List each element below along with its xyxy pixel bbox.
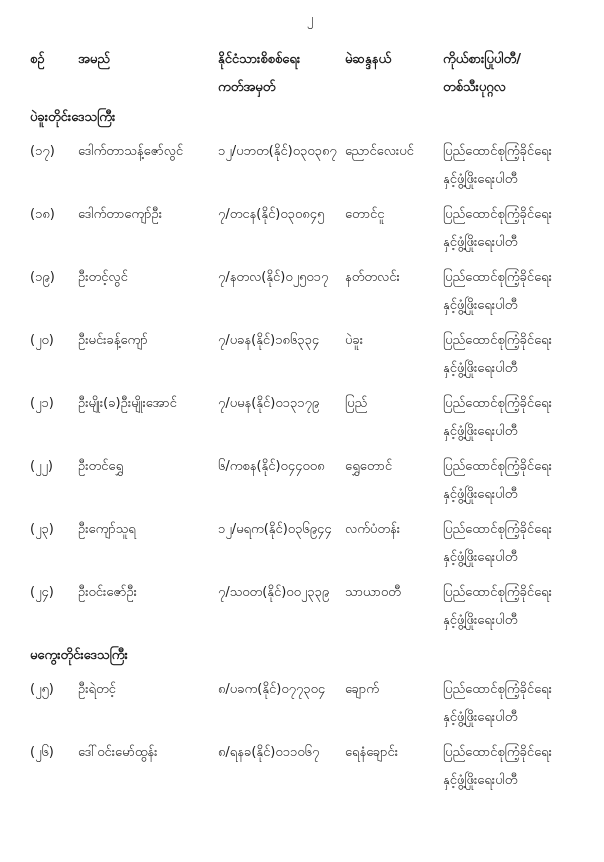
row-party-line2: နှင့်ဖွံ့ဖြိုးရေးပါတီ <box>443 424 518 439</box>
table-row <box>30 579 590 635</box>
row-party-line1: ပြည်ထောင်စုကြံ့ခိုင်ရေး <box>443 522 552 537</box>
row-constituency: လက်ပံတန်း <box>345 522 401 537</box>
row-name: ဒေါ်ဝင်းမော်ထွန်း <box>78 745 158 760</box>
row-party-line1: ပြည်ထောင်စုကြံ့ခိုင်ရေး <box>443 396 552 411</box>
row-party-line2: နှင့်ဖွံ့ဖြိုးရေးပါတီ <box>443 235 518 250</box>
row-party-line2: နှင့်ဖွံ့ဖြိုးရေးပါတီ <box>443 550 518 565</box>
row-party <box>443 579 590 635</box>
table-body <box>30 104 590 795</box>
header-party-line1: ကိုယ်စားပြုပါတီ/ <box>443 52 521 67</box>
row-party <box>443 676 590 732</box>
header-no: စဉ် <box>30 52 45 67</box>
table-row <box>30 516 590 572</box>
row-constituency: နတ်တလင်း <box>345 270 400 285</box>
row-party-line1: ပြည်ထောင်စုကြံ့ခိုင်ရေး <box>443 585 552 600</box>
row-nrc: ၇/ပခန(နိုင်)၁၈၆၃၃၄ <box>218 333 320 348</box>
row-party <box>443 264 590 320</box>
row-nrc: ၈/ရနခ(နိုင်)၀၁၁၀၆၇ <box>218 745 320 760</box>
table-row <box>30 264 590 320</box>
row-party-line2: နှင့်ဖွံ့ဖြိုးရေးပါတီ <box>443 298 518 313</box>
table-row <box>30 453 590 509</box>
row-party-line2: နှင့်ဖွံ့ဖြိုးရေးပါတီ <box>443 361 518 376</box>
row-party-line2: နှင့်ဖွံ့ဖြိုးရေးပါတီ <box>443 710 518 725</box>
row-party-line1: ပြည်ထောင်စုကြံ့ခိုင်ရေး <box>443 270 552 285</box>
header-nrc <box>218 46 345 102</box>
row-name: ဦးကျော်သူရ <box>78 522 136 537</box>
header-party <box>443 46 590 102</box>
row-constituency: သာယာဝတီ <box>345 585 401 600</box>
header-nrc-line2: ကတ်အမှတ် <box>218 80 276 95</box>
header-constituency: မဲဆန္ဒနယ် <box>345 52 392 67</box>
row-party-line1: ပြည်ထောင်စုကြံ့ခိုင်ရေး <box>443 459 552 474</box>
row-name: ဦးတင့်လွင် <box>78 270 128 285</box>
table-row <box>30 739 590 795</box>
row-name: ဦးတင်ရွှေ <box>78 459 124 474</box>
row-number: (၂၀) <box>30 333 54 348</box>
row-party <box>443 138 590 194</box>
header-name: အမည် <box>78 52 110 67</box>
row-number: (၂၆) <box>30 745 54 760</box>
row-number: (၂၄) <box>30 585 54 600</box>
row-number: (၂၂) <box>30 459 53 474</box>
region-rows <box>30 676 590 795</box>
row-number: (၁၉) <box>30 270 55 285</box>
row-party <box>443 327 590 383</box>
header-party-line2: တစ်သီးပုဂ္ဂလ <box>443 80 506 95</box>
row-party <box>443 516 590 572</box>
row-constituency: ပဲခူး <box>345 333 364 348</box>
header-nrc-line1: နိုင်ငံသားစိစစ်ရေး <box>218 52 301 67</box>
row-party <box>443 201 590 257</box>
row-constituency: ပြည် <box>345 396 368 411</box>
row-party-line2: နှင့်ဖွံ့ဖြိုးရေးပါတီ <box>443 613 518 628</box>
row-party-line1: ပြည်ထောင်စုကြံ့ခိုင်ရေး <box>443 144 552 159</box>
row-party-line1: ပြည်ထောင်စုကြံ့ခိုင်ရေး <box>443 207 552 222</box>
row-nrc: ၇/တငန(နိုင်)၀၃၀၈၄၅ <box>218 207 325 222</box>
row-party-line1: ပြည်ထောင်စုကြံ့ခိုင်ရေး <box>443 682 552 697</box>
row-nrc: ၁၂/မရက(နိုင်)၀၃၆၉၄၄ <box>218 522 332 537</box>
row-nrc: ၁၂/ပဘတ(နိုင်)၀၃၀၃၈၇ <box>218 144 337 159</box>
table-header <box>30 46 590 102</box>
row-constituency: ညောင်လေးပင် <box>345 144 414 159</box>
row-name: ဦးမျိုး(ခ)ဦးမျိုးအောင် <box>78 396 177 411</box>
row-party-line2: နှင့်ဖွံ့ဖြိုးရေးပါတီ <box>443 773 518 788</box>
row-number: (၁၇) <box>30 144 55 159</box>
table-row <box>30 390 590 446</box>
row-name: ဦးရဲတင့် <box>78 682 116 697</box>
row-number: (၂၅) <box>30 682 54 697</box>
row-nrc: ၆/ကစန(နိုင်)၀၄၄၀၀၈ <box>218 459 325 474</box>
row-name: ဒေါက်တာသန့်ဇော်လွင် <box>78 144 184 159</box>
table-row <box>30 138 590 194</box>
region-section <box>30 642 590 795</box>
row-constituency: ချောက် <box>345 682 379 697</box>
row-party <box>443 390 590 446</box>
row-number: (၂၁) <box>30 396 54 411</box>
row-constituency: ရေနံချောင်း <box>345 745 399 760</box>
region-title: ပဲခူးတိုင်းဒေသကြီး <box>30 110 116 125</box>
row-number: (၁၈) <box>30 207 55 222</box>
table-row <box>30 201 590 257</box>
row-constituency: တောင်ငူ <box>345 207 385 222</box>
row-nrc: ၇/သဝတ(နိုင်)၀၀၂၃၃၉ <box>218 585 330 600</box>
region-title: မကွေးတိုင်းဒေသကြီး <box>30 648 128 663</box>
row-name: ဒေါက်တာကျော်ဦး <box>78 207 162 222</box>
row-number: (၂၃) <box>30 522 54 537</box>
region-section <box>30 104 590 635</box>
row-constituency: ရွှေတောင် <box>345 459 393 474</box>
row-party-line2: နှင့်ဖွံ့ဖြိုးရေးပါတီ <box>443 172 518 187</box>
row-party-line1: ပြည်ထောင်စုကြံ့ခိုင်ရေး <box>443 745 552 760</box>
row-nrc: ၇/နတလ(နိုင်)၀၂၅၀၁၇ <box>218 270 329 285</box>
table-row <box>30 676 590 732</box>
row-name: ဦးဝင်းဇော်ဦး <box>78 585 137 600</box>
table-row <box>30 327 590 383</box>
row-nrc: ၇/ပမန(နိုင်)၀၁၃၁၇၉ <box>218 396 320 411</box>
page-number: ၂ <box>306 12 314 27</box>
region-rows <box>30 138 590 635</box>
row-party-line1: ပြည်ထောင်စုကြံ့ခိုင်ရေး <box>443 333 552 348</box>
row-name: ဦးမင်းခန့်ကျော် <box>78 333 148 348</box>
row-party <box>443 739 590 795</box>
row-party <box>443 453 590 509</box>
row-party-line2: နှင့်ဖွံ့ဖြိုးရေးပါတီ <box>443 487 518 502</box>
row-nrc: ၈/ပခက(နိုင်)၀၇၇၃၀၄ <box>218 682 326 697</box>
